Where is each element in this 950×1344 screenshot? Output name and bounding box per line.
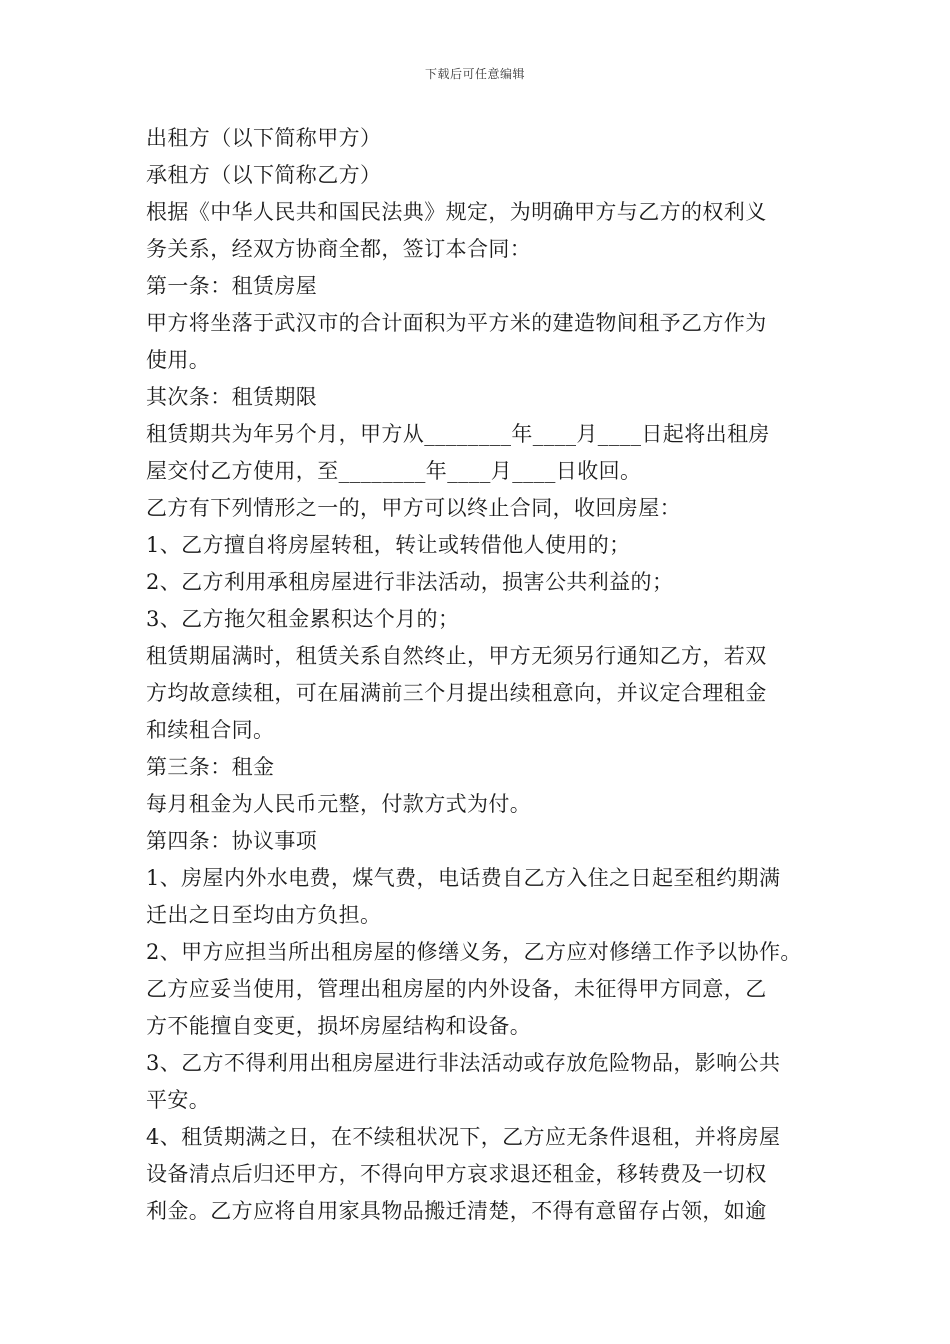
text-line: 乙方有下列情形之一的，甲方可以终止合同，收回房屋： (146, 496, 681, 520)
section-heading: 第三条：租金 (146, 755, 275, 779)
text-line: 方不能擅自变更，损坏房屋结构和设备。 (146, 1014, 532, 1038)
text-line: 使用。 (146, 348, 211, 372)
text-line: 甲方将坐落于武汉市的合计面积为平方米的建造物间租予乙方作为 (146, 311, 767, 335)
section-heading: 第一条：租赁房屋 (146, 274, 318, 298)
list-item: 1、房屋内外水电费，煤气费，电话费自乙方入住之日起至租约期满 (146, 866, 781, 890)
list-item: 2、乙方利用承租房屋进行非法活动，损害公共利益的； (146, 570, 674, 594)
list-item: 2、甲方应担当所出租房屋的修缮义务，乙方应对修缮工作予以协作。 (146, 940, 802, 964)
text-line: 和续租合同。 (146, 718, 275, 742)
page-header: 下载后可任意编辑 (424, 67, 525, 81)
text-line: 租赁期共为年另个月，甲方从________年____月____日起将出租房 (146, 422, 770, 446)
list-item: 1、乙方擅自将房屋转租，转让或转借他人使用的； (146, 533, 631, 557)
section-heading: 其次条：租赁期限 (146, 385, 318, 409)
list-item: 3、乙方拖欠租金累积达个月的； (146, 607, 460, 631)
text-line: 方均故意续租，可在届满前三个月提出续租意向，并议定合理租金 (146, 681, 767, 705)
text-line: 务关系，经双方协商全都，签订本合同： (146, 237, 532, 261)
contract-body (146, 120, 826, 1230)
list-item: 4、租赁期满之日，在不续租状况下，乙方应无条件退租，并将房屋 (146, 1125, 781, 1149)
text-line: 屋交付乙方使用，至________年____月____日收回。 (146, 459, 642, 483)
text-line: 根据《中华人民共和国民法典》规定，为明确甲方与乙方的权利义 (146, 200, 767, 224)
text-line: 每月租金为人民币元整，付款方式为付。 (146, 792, 532, 816)
text-line: 设备清点后归还甲方，不得向甲方哀求退还租金，移转费及一切权 (146, 1162, 767, 1186)
text-line: 租赁期届满时，租赁关系自然终止，甲方无须另行通知乙方，若双 (146, 644, 767, 668)
text-line: 乙方应妥当使用，管理出租房屋的内外设备，未征得甲方同意，乙 (146, 977, 767, 1001)
section-heading: 第四条：协议事项 (146, 829, 318, 853)
text-line: 利金。乙方应将自用家具物品搬迁清楚，不得有意留存占领，如逾 (146, 1199, 767, 1223)
text-line: 平安。 (146, 1088, 211, 1112)
text-line: 出租方（以下简称甲方） (146, 126, 382, 150)
text-line: 迁出之日至均由方负担。 (146, 903, 382, 927)
text-line: 承租方（以下简称乙方） (146, 163, 382, 187)
list-item: 3、乙方不得利用出租房屋进行非法活动或存放危险物品，影响公共 (146, 1051, 781, 1075)
